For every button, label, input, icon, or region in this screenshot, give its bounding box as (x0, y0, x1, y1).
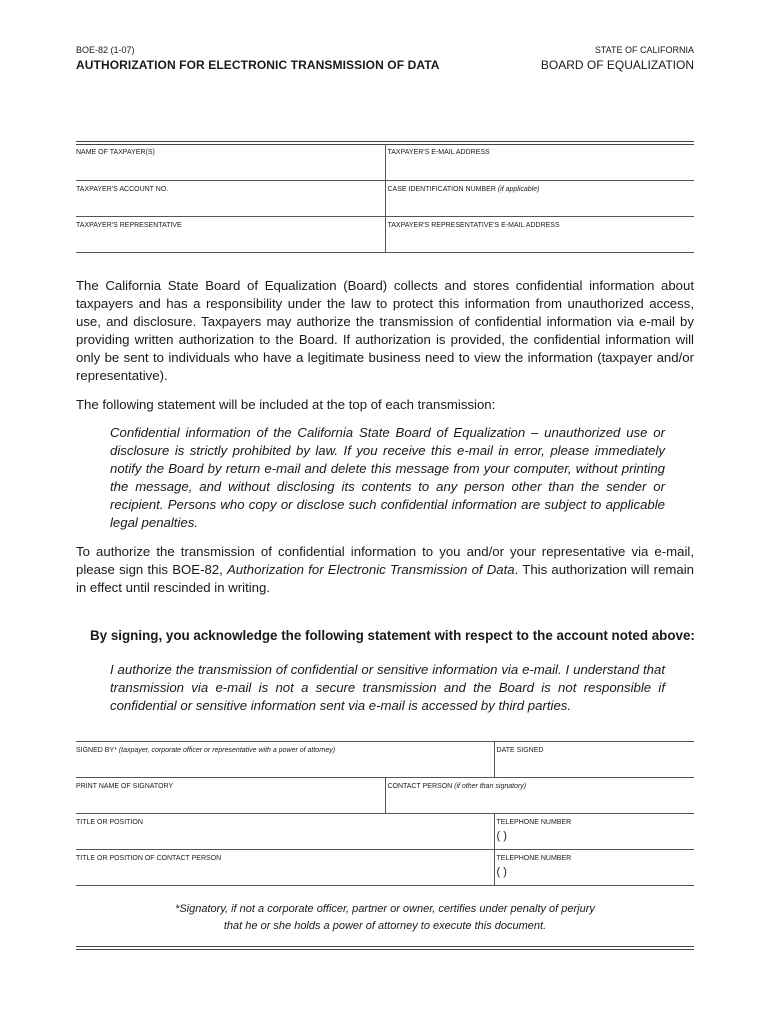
taxpayer-name-label: NAME OF TAXPAYER(S) (76, 149, 155, 156)
telephone-area-code: ( ) (496, 830, 507, 842)
telephone-field[interactable] (494, 814, 694, 850)
representative-email-label: TAXPAYER'S REPRESENTATIVE'S E-MAIL ADDRESS (387, 221, 560, 229)
date-signed-label: DATE SIGNED (496, 747, 544, 754)
authorization-text-end: . This authorization will remain in effect until rescinded in writing. (76, 562, 694, 595)
contact-title-field[interactable] (76, 850, 494, 886)
contact-person-label: CONTACT PERSON (387, 783, 453, 790)
representative-email-field[interactable] (385, 216, 694, 252)
agency-name: BOARD OF EQUALIZATION (540, 58, 694, 72)
signatory-footnote (76, 901, 694, 935)
representative-label: TAXPAYER'S REPRESENTATIVE (76, 221, 182, 229)
case-id-label: CASE IDENTIFICATION NUMBER (387, 185, 496, 193)
print-name-field[interactable] (76, 778, 385, 814)
top-divider (76, 141, 694, 142)
state-name: STATE OF CALIFORNIA (594, 45, 694, 55)
case-id-note: (if applicable) (497, 185, 540, 193)
authorization-paragraph (76, 543, 694, 597)
telephone-label: TELEPHONE NUMBER (496, 819, 572, 826)
signed-by-label: SIGNED BY* (76, 747, 117, 754)
statement-intro: The following statement will be included at the top of each transmission: (76, 397, 496, 412)
representative-field[interactable] (76, 216, 385, 252)
taxpayer-name-field[interactable] (76, 144, 385, 180)
contact-person-note: (if other than signatory) (454, 783, 527, 790)
title-position-field[interactable] (76, 814, 494, 850)
account-number-field[interactable] (76, 180, 385, 216)
case-id-field[interactable] (385, 180, 694, 216)
title-position-label: TITLE OR POSITION (76, 819, 143, 826)
footnote-line-2: that he or she holds a power of attorney to execute this document. (223, 920, 547, 932)
contact-telephone-field[interactable] (494, 850, 694, 886)
form-title: AUTHORIZATION FOR ELECTRONIC TRANSMISSION OF DATA (76, 58, 440, 72)
taxpayer-info-section (76, 144, 694, 253)
contact-telephone-label: TELEPHONE NUMBER (496, 855, 572, 862)
print-name-label: PRINT NAME OF SIGNATORY (76, 783, 174, 790)
signed-by-note: (taxpayer, corporate officer or representative with a power of attorney) (118, 747, 336, 754)
taxpayer-email-label: TAXPAYER'S E-MAIL ADDRESS (387, 149, 490, 156)
contact-title-label: TITLE OR POSITION OF CONTACT PERSON (76, 855, 222, 862)
acknowledgement-quote: I authorize the transmission of confidential or sensitive information via e-mail. I understand that transmission via e-mail is not a secure transmission and the Board is not responsible if confidential or sensitive information sent via e-mail is accessed by third parties. (110, 662, 665, 713)
signature-field[interactable] (76, 742, 494, 778)
contact-person-field[interactable] (385, 778, 694, 814)
form-name-reference: Authorization for Electronic Transmission of Data (227, 562, 515, 577)
footnote-line-1: *Signatory, if not a corporate officer, partner or owner, certifies under penalty of perjury (175, 903, 595, 915)
taxpayer-email-field[interactable] (385, 144, 694, 180)
authorization-text-start: To authorize the transmission of confidential information to you and/or your representative via e-mail, please sign this BOE-82, (76, 544, 694, 577)
signature-section (76, 741, 694, 886)
confidential-notice-quote: Confidential information of the California State Board of Equalization – unauthorized use or disclosure is strictly prohibited by law. If you receive this e-mail in error, please immediately notify the Board by return e-mail and delete this message from your computer, without printing the message, and without disclosing its contents to any person other than the sender or recipient. Persons who copy or disclose such confidential information are subject to applicable legal penalties. (110, 425, 665, 530)
form-id: BOE-82 (1-07) (76, 45, 135, 55)
date-signed-field[interactable] (494, 742, 694, 778)
intro-paragraph: The California State Board of Equalization (Board) collects and stores confidential information about taxpayers and has a responsibility under the law to protect this information from unauthorized access, use, and disclosure. Taxpayers may authorize the transmission of confidential information via e-mail by providing written authorization to the Board. If authorization is provided, the confidential information will only be sent to individuals who have a legitimate business need to view the information (taxpayer and/or representative). (76, 278, 694, 383)
account-number-label: TAXPAYER'S ACCOUNT NO. (76, 185, 169, 193)
acknowledgement-heading: By signing, you acknowledge the following statement with respect to the account noted above: (90, 628, 695, 643)
bottom-divider (76, 946, 694, 947)
contact-telephone-area-code: ( ) (496, 866, 507, 878)
